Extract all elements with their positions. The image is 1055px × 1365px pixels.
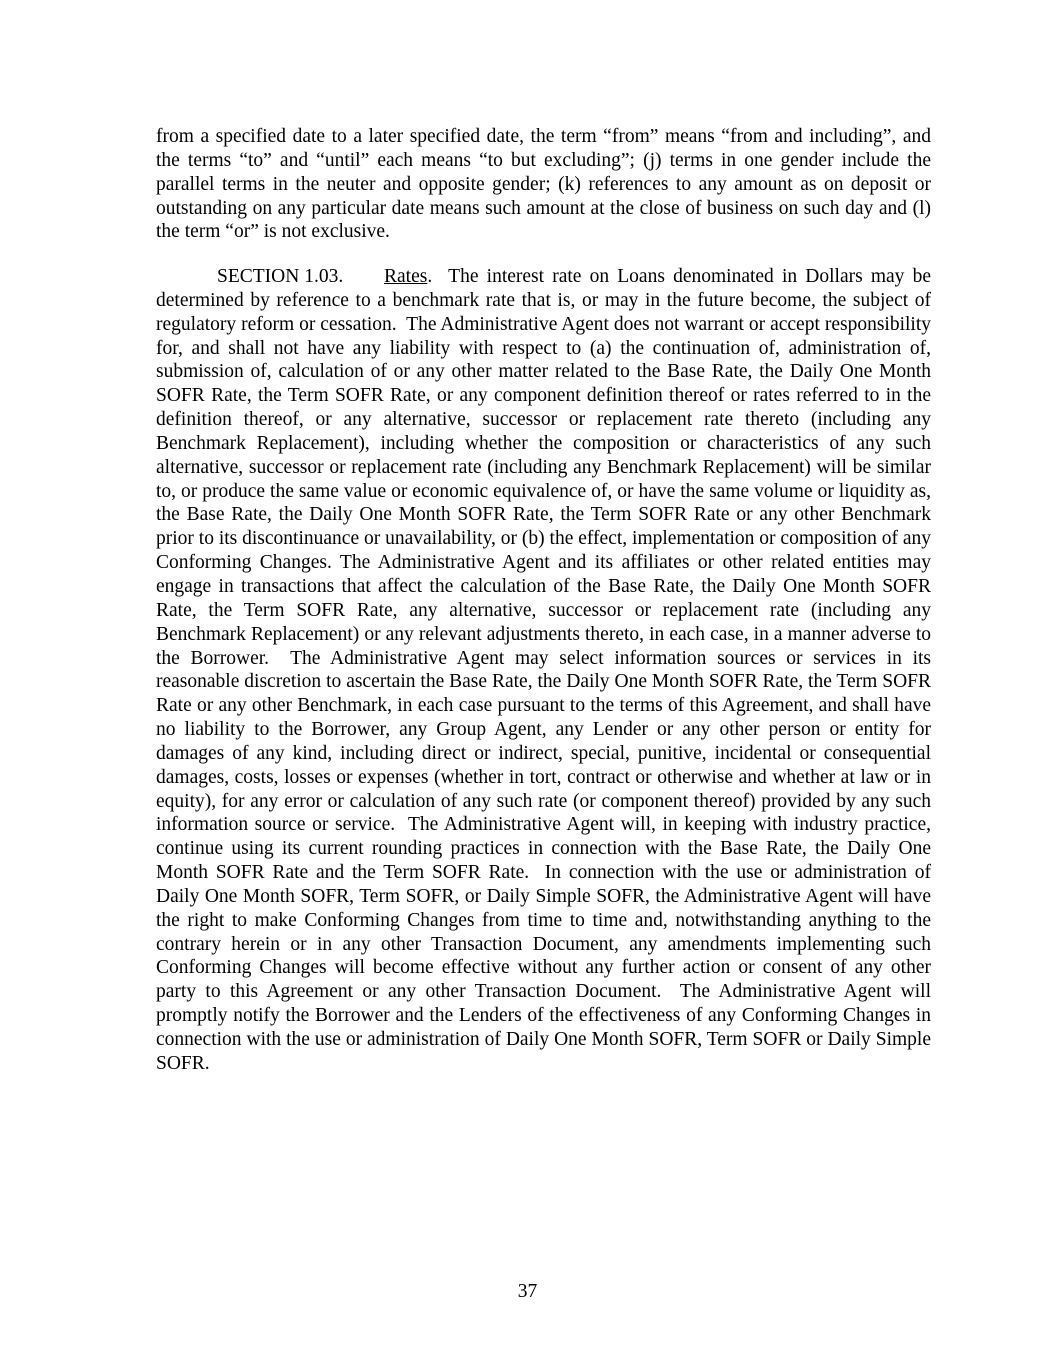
section-heading: Rates: [384, 266, 428, 287]
section-heading-punctuation: .: [427, 266, 433, 287]
section-body-text: The interest rate on Loans denominated in Dollars may be determined by reference to a benchmark rate that is, or may in the future become, the subject of regulatory reform or cessation. The Administrative Agent does not warrant or accept responsibility for, and shall not have any liability with respect to (a) the continuation of, administration of, submission of, calculation of or any other matter related to the Base Rate, the Daily One Month SOFR Rate, the Term SOFR Rate, or any component definition thereof or rates referred to in the definition thereof, or any alternative, successor or replacement rate thereto (including any Benchmark Replacement), including whether the composition or characteristics of any such alternative, successor or replacement rate (including any Benchmark Replacement) will be similar to, or produce the same value or economic equivalence of, or have the same volume or liquidity as, the Base Rate, the Daily One Month SOFR Rate, the Term SOFR Rate or any other Benchmark prior to its discontinuance or unavailability, or (b) the effect, implementation or composition of any Conforming Changes. The Administrative Agent and its affiliates or other related entities may engage in transactions that affect the calculation of the Base Rate, the Daily One Month SOFR Rate, the Term SOFR Rate, any alternative, successor or replacement rate (including any Benchmark Replacement) or any relevant adjustments thereto, in each case, in a manner adverse to the Borrower. The Administrative Agent may select information sources or services in its reasonable discretion to ascertain the Base Rate, the Daily One Month SOFR Rate, the Term SOFR Rate or any other Benchmark, in each case pursuant to the terms of this Agreement, and shall have no liability to the Borrower, any Group Agent, any Lender or any other person or entity for damages of any kind, including direct or indirect, special, punitive, incidental or consequential damages, costs, losses or expenses (whether in tort, contract or otherwise and whether at law or in equity), for any error or calculation of any such rate (or component thereof) provided by any such information source or service. The Administrative Agent will, in keeping with industry practice, continue using its current rounding practices in connection with the Base Rate, the Daily One Month SOFR Rate and the Term SOFR Rate. In connection with the use or administration of Daily One Month SOFR, Term SOFR, or Daily Simple SOFR, the Administrative Agent will have the right to make Conforming Changes from time to time and, notwithstanding anything to the contrary herein or in any other Transaction Document, any amendments implementing such Conforming Changes will become effective without any further action or consent of any other party to this Agreement or any other Transaction Document. The Administrative Agent will promptly notify the Borrower and the Lenders of the effectiveness of any Conforming Changes in connection with the use or administration of Daily One Month SOFR, Term SOFR or Daily Simple SOFR.: [156, 266, 936, 1074]
section-number: SECTION 1.03.: [217, 266, 344, 287]
section-1-03-paragraph: [156, 265, 936, 1076]
page-number: 37: [517, 1281, 538, 1302]
paragraph-definitions-continued: from a specified date to a later specified date, the term “from” means “from and including”, and the terms “to” and “until” each means “to but excluding”; (j) terms in one gender include the parallel terms in the neuter and opposite gender; (k) references to any amount as on deposit or outstanding on any particular date means such amount at the close of business on such day and (l) the term “or” is not exclusive.: [156, 126, 931, 243]
